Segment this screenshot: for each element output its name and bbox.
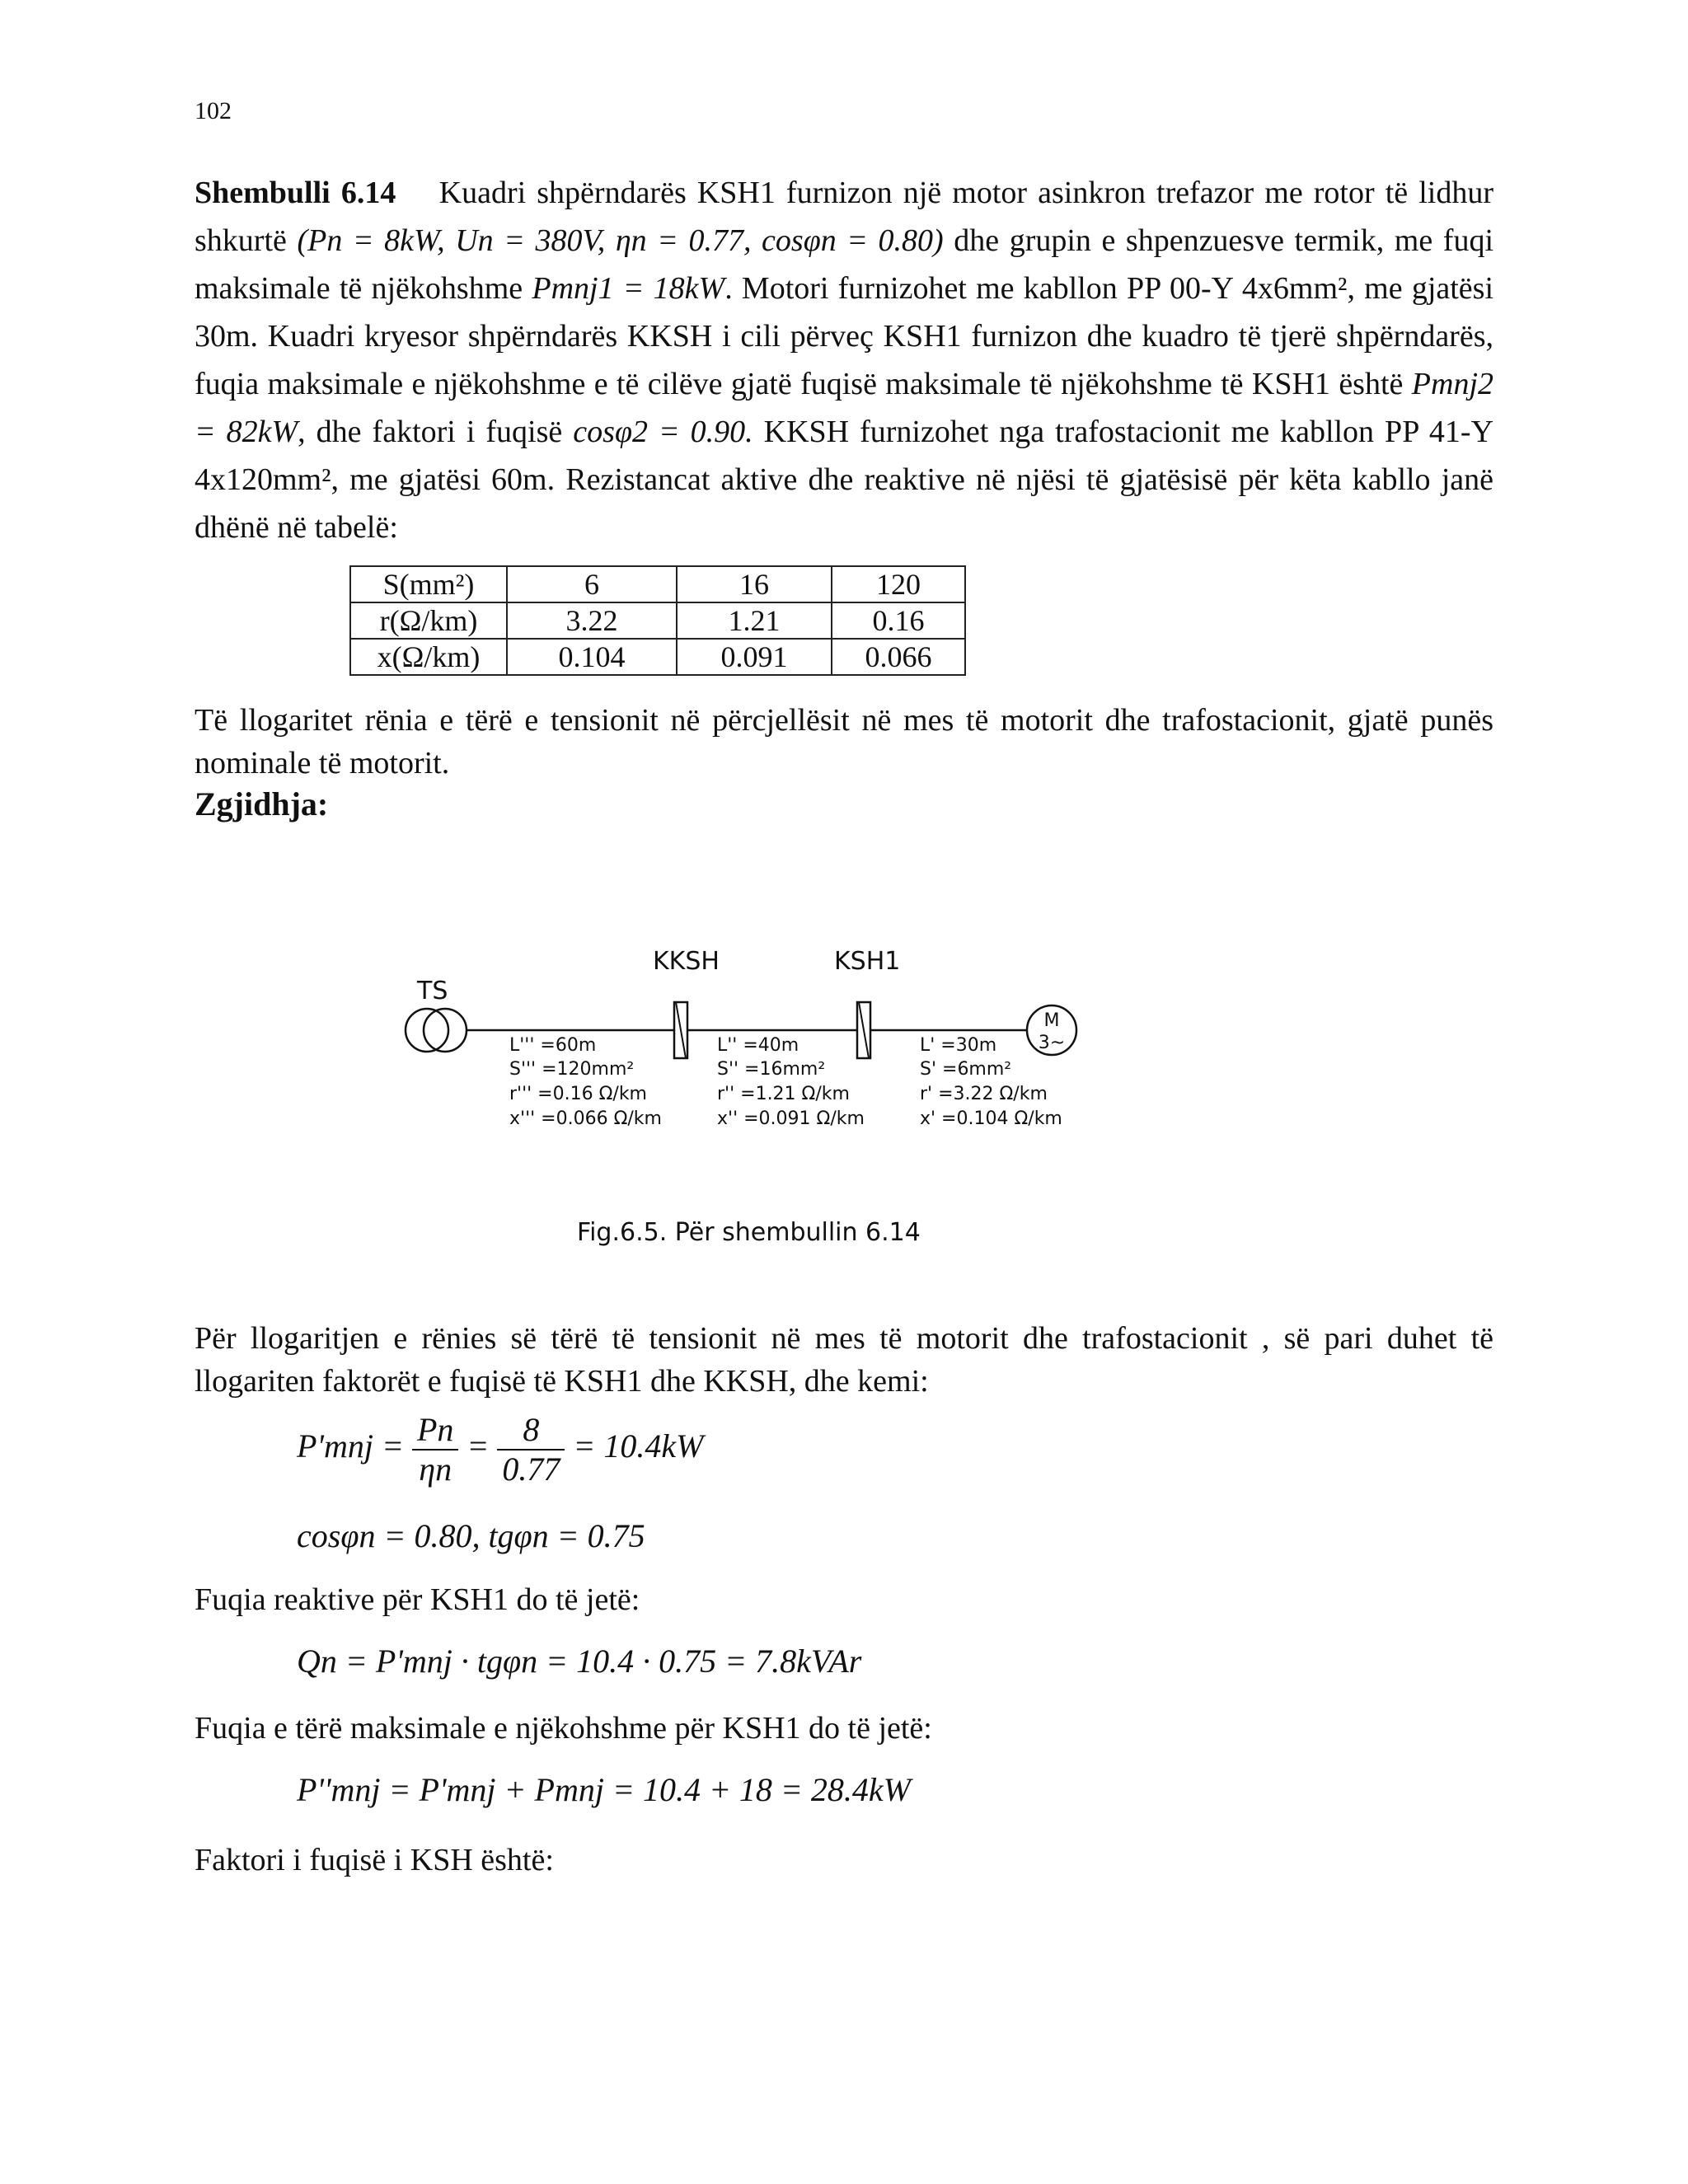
table-row [350,602,965,639]
pmnj2-value: Pmnj2 = 82kW [195,367,1494,449]
cos2-value: cosφ2 = 0.90. [573,415,753,449]
text-total-power: Fuqia e tërë maksimale e njëkohshme për KSH1 do të jetë: [195,1711,932,1746]
table-cell: 0.066 [832,639,965,675]
equation-total-power: P''mnj = P'mnj + Pmnj = 10.4 + 18 = 28.4kW [297,1771,911,1808]
eq1-fraction-numeric [497,1411,565,1488]
kksh-board [674,1002,687,1058]
motor-label-top: M [1043,1010,1060,1031]
ts-label: TS [417,977,448,1005]
eq1-lhs: P'mnj = [297,1427,404,1465]
eq1-denominator-numeric: 0.77 [502,1451,560,1488]
table-row-header: r(Ω/km) [350,602,507,639]
table-row-header: S(mm²) [350,566,507,602]
table-cell: 0.104 [507,639,677,675]
equation-power-factor: cosφn = 0.80, tgφn = 0.75 [297,1517,645,1554]
example-statement [195,169,1493,551]
table-cell: 0.16 [832,602,965,639]
table-row [350,639,965,675]
ksh1-diagonal [859,1002,869,1058]
kksh-label: KKSH [653,947,720,976]
table-cell: 120 [832,566,965,602]
seg2-resistance: r'' =1.21 Ω/km [717,1084,850,1104]
motor-symbol [1027,1005,1076,1055]
figure-caption: Fig.6.5. Për shembullin 6.14 [577,1218,921,1247]
table-cell: 16 [677,566,832,602]
eq1-fraction-symbolic [412,1411,458,1488]
seg1-reactance: x''' =0.066 Ω/km [509,1108,662,1129]
seg3-section: S' =6mm² [920,1059,1012,1080]
example-line4: , dhe faktori i fuqisë [298,415,563,449]
ksh1-label: KSH1 [834,947,901,976]
ksh1-board [857,1002,870,1058]
seg2-reactance: x'' =0.091 Ω/km [717,1108,865,1129]
example-line1: Kuadri shpërndarës KSH1 furnizon një motor asinkron trefazor me rotor të lidhur shkurtë [195,176,1493,258]
table-cell: 6 [507,566,677,602]
table-cell: 3.22 [507,602,677,639]
table-row-header: x(Ω/km) [350,639,507,675]
motor-params: (Pn = 8kW, Un = 380V, ηn = 0.77, cosφn = 0.80) [297,223,944,258]
motor-label-bottom: 3~ [1038,1033,1066,1053]
example-line3: . Motori furnizohet me kabllon PP 00-Y 4x6mm², me gjatësi 30m. Kuadri kryesor shpërndarës KKSH i cili përveç KSH1 furnizon dhe kuadro të tjerë shpërndarës, fuqia maksimale e njëkohshme e të cilëve gjatë fuqisë maksimale të njëkohshme të KSH1 është [195,271,1494,401]
transformer-winding-left [406,1009,448,1052]
seg1-section: S''' =120mm² [509,1059,635,1080]
task-text: Të llogaritet rënia e tërë e tensionit në përcjellësit në mes të motorit dhe trafostacionit, gjatë punës nominale të motorit. [195,703,1493,780]
table-cell: 0.091 [677,639,832,675]
transformer-winding-right [424,1009,467,1052]
seg1-length: L''' =60m [509,1035,597,1056]
seg2-section: S'' =16mm² [717,1059,826,1080]
seg3-reactance: x' =0.104 Ω/km [920,1108,1062,1129]
seg1-resistance: r''' =0.16 Ω/km [509,1084,647,1104]
text-power-factor-kksh: Faktori i fuqisë i KSH është: [195,1843,554,1877]
table-row [350,566,965,602]
solution-heading: Zgjidhja: [195,785,329,823]
seg3-resistance: r' =3.22 Ω/km [920,1084,1048,1104]
eq1-numerator-symbolic: Pn [412,1411,458,1451]
eq1-numerator-numeric: 8 [497,1411,565,1451]
eq1-equals: = [467,1427,490,1465]
example-label: Shembulli 6.14 [195,176,396,210]
example-line5: KKSH furnizohet nga trafostacionit me kabllon PP 41-Y 4x120mm², me gjatësi 60m. Rezistancat aktive dhe reaktive në njësi të gjatësisë për këta kabllo janë dhënë në tabelë: [195,415,1494,545]
eq1-denominator-symbolic: ηn [419,1451,452,1488]
eq1-rhs: = 10.4kW [573,1427,704,1465]
equation-active-power [297,1411,704,1488]
text-reactive-power: Fuqia reaktive për KSH1 do të jetë: [195,1582,640,1617]
pmnj1-value: Pmnj1 = 18kW [532,271,725,306]
solution-intro: Për llogaritjen e rënies së tërë të tensionit në mes të motorit dhe trafostacionit , së pari duhet të llogariten faktorët e fuqisë të KSH1 dhe KKSH, dhe kemi: [195,1321,1493,1399]
page-number: 102 [195,97,232,124]
seg3-length: L' =30m [920,1035,997,1056]
example-line2: dhe grupin e shpenzuesve termik, me fuqi maksimale të njëkohshme [195,223,1493,306]
equation-reactive-power: Qn = P'mnj · tgφn = 10.4 · 0.75 = 7.8kVAr [297,1643,862,1680]
kksh-diagonal [676,1002,686,1058]
seg2-length: L'' =40m [717,1035,799,1056]
cable-parameters-table [349,565,966,676]
table-cell: 1.21 [677,602,832,639]
